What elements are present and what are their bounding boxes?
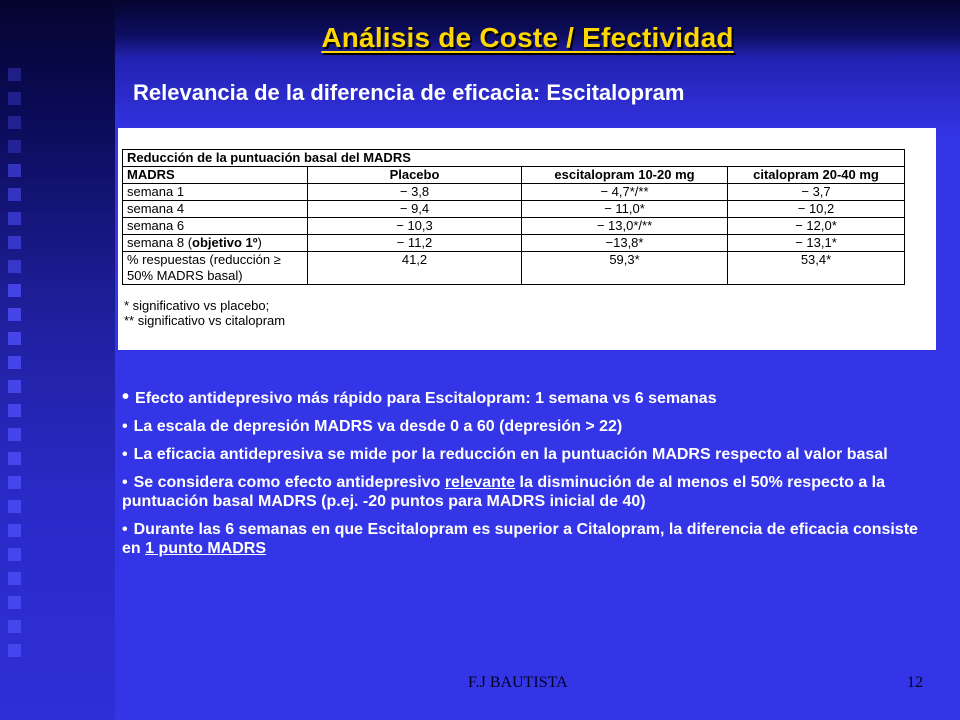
table-cell: − 11,2 [308, 235, 522, 252]
bullet-dot: • [122, 386, 130, 408]
table-panel [118, 128, 936, 350]
table-cell: −13,8* [522, 235, 728, 252]
table-cell: − 4,7*/** [522, 184, 728, 201]
table-cell: − 11,0* [522, 201, 728, 218]
bullet-dot: • [122, 474, 128, 491]
column-header: Placebo [308, 167, 522, 184]
table-header-row [123, 167, 905, 184]
column-header: citalopram 20-40 mg [728, 167, 905, 184]
table-row [123, 201, 905, 218]
table-cell: − 12,0* [728, 218, 905, 235]
bullet-item: • Efecto antidepresivo más rápido para Escitalopram: 1 semana vs 6 semanas [122, 386, 717, 408]
row-label: semana 6 [123, 218, 308, 235]
slide-title-wrap [0, 22, 960, 54]
column-header: escitalopram 10-20 mg [522, 167, 728, 184]
bullet-item: • La eficacia antidepresiva se mide por la reducción en la puntuación MADRS respecto al valor basal [122, 446, 888, 463]
slide-subtitle: Relevancia de la diferencia de eficacia: Escitalopram [133, 80, 685, 105]
table-cell: − 13,0*/** [522, 218, 728, 235]
row-label: semana 1 [123, 184, 308, 201]
table-row [123, 252, 905, 285]
footer-author: F.J BAUTISTA [468, 674, 568, 691]
row-label: semana 4 [123, 201, 308, 218]
madrs-table [122, 149, 905, 285]
table-cell: 59,3* [522, 252, 728, 285]
row-label: % respuestas (reducción ≥ 50% MADRS basal) [123, 252, 308, 285]
table-caption: Reducción de la puntuación basal del MADRS [123, 150, 905, 167]
table-cell: 53,4* [728, 252, 905, 285]
table-row [123, 235, 905, 252]
bullet-dot: • [122, 418, 128, 435]
bullet-item: • La escala de depresión MADRS va desde 0 a 60 (depresión > 22) [122, 418, 623, 435]
page-number: 12 [907, 674, 923, 691]
table-cell: − 10,2 [728, 201, 905, 218]
bullet-item: • Durante las 6 semanas en que Escitalopram es superior a Citalopram, la diferencia de eficacia consiste en 1 punto MADRS [122, 521, 918, 557]
footnote: * significativo vs placebo; [124, 298, 270, 313]
bullet-dot: • [122, 446, 128, 463]
table-cell: − 9,4 [308, 201, 522, 218]
table-row [123, 218, 905, 235]
table-cell: − 3,8 [308, 184, 522, 201]
table-cell: 41,2 [308, 252, 522, 285]
row-label: semana 8 (objetivo 1º) [123, 235, 308, 252]
table-cell: − 13,1* [728, 235, 905, 252]
slide-title: Análisis de Coste / Efectividad [321, 22, 734, 53]
bullet-item: • Se considera como efecto antidepresivo relevante la disminución de al menos el 50% respecto a la puntuación basal MADRS (p.ej. -20 puntos para MADRS inicial de 40) [122, 474, 886, 510]
bullet-dot: • [122, 521, 128, 538]
table-cell: − 3,7 [728, 184, 905, 201]
table-caption-row [123, 150, 905, 167]
table-footnotes [124, 298, 285, 328]
decor-square-column [8, 68, 24, 668]
table-row [123, 184, 905, 201]
footnote: ** significativo vs citalopram [124, 313, 286, 328]
table-cell: − 10,3 [308, 218, 522, 235]
column-header: MADRS [123, 167, 308, 184]
bullet-list [122, 388, 922, 567]
